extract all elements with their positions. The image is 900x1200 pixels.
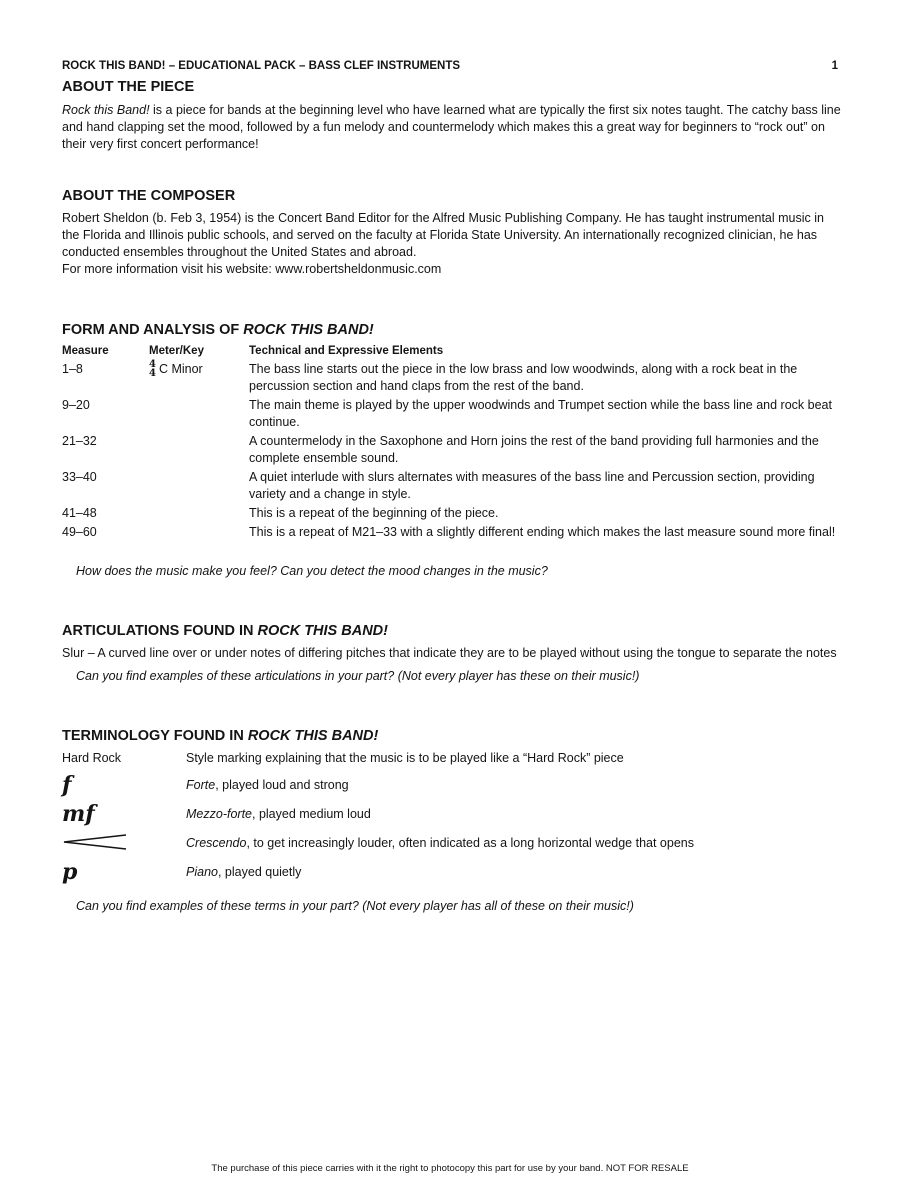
measure-cell: 41–48	[62, 506, 97, 520]
about-piece-heading: ABOUT THE PIECE	[62, 79, 195, 95]
page-number: 1	[831, 60, 838, 72]
measure-cell: 21–32	[62, 434, 97, 448]
meter-key-cell	[149, 397, 249, 431]
measure-cell: 9–20	[62, 398, 90, 412]
meter-key-cell	[149, 524, 249, 541]
elements-cell: This is a repeat of M21–33 with a slightly different ending which makes the last measure sound more final!	[249, 525, 836, 539]
piano-definition	[186, 865, 301, 879]
elements-cell: The bass line starts out the piece in the low brass and low woodwinds, along with a rock beat in the percussion section and hand claps from the rest of the band.	[249, 362, 798, 393]
measure-cell: 1–8	[62, 362, 83, 376]
slur-definition: Slur – A curved line over or under notes of differing pitches that indicate they are to be played without using the tongue to separate the notes	[62, 646, 837, 660]
terminology-question: Can you find examples of these terms in your part? (Not every player has all of these on their music!)	[76, 899, 634, 913]
elements-cell: The main theme is played by the upper woodwinds and Trumpet section while the bass line and rock beat continue.	[249, 398, 832, 429]
document-page	[62, 60, 842, 915]
piano-symbol-cell	[62, 861, 186, 883]
table-header-row	[62, 343, 842, 360]
measure-cell: 33–40	[62, 470, 97, 484]
key-label: C Minor	[158, 362, 203, 376]
form-analysis-section	[62, 321, 842, 580]
forte-term: Forte	[186, 778, 216, 792]
term-row-forte	[62, 770, 842, 800]
elements-cell: A quiet interlude with slurs alternates with measures of the bass line and Percussion section, providing variety and a change in style.	[249, 470, 815, 501]
articulations-heading	[62, 622, 842, 640]
articulations-heading-title: ROCK THIS BAND!	[257, 623, 388, 639]
elements-cell: A countermelody in the Saxophone and Horn joins the rest of the band providing full harmonies and the complete ensemble sound.	[249, 434, 819, 465]
meter-key-cell	[149, 469, 249, 503]
crescendo-symbol-cell	[62, 833, 186, 854]
column-header-meter-key: Meter/Key	[149, 345, 204, 357]
column-header-measure: Measure	[62, 345, 109, 357]
form-analysis-table	[62, 343, 842, 541]
meter-key-cell	[149, 361, 249, 395]
crescendo-wedge-icon	[62, 833, 128, 851]
running-header	[62, 60, 842, 76]
piano-term: Piano	[186, 865, 218, 879]
terminology-section	[62, 727, 842, 915]
mezzo-forte-definition	[186, 807, 371, 821]
about-composer-section	[62, 187, 842, 278]
form-heading-title: ROCK THIS BAND!	[243, 322, 374, 338]
table-row	[62, 524, 842, 541]
time-signature	[149, 360, 156, 378]
footer-notice: The purchase of this piece carries with it the right to photocopy this part for use by your band. NOT FOR RESALE	[211, 1163, 689, 1174]
table-row	[62, 469, 842, 503]
time-signature-bottom: 4	[149, 368, 156, 379]
term-row-crescendo	[62, 828, 842, 858]
form-analysis-heading	[62, 321, 842, 339]
forte-text: , played loud and strong	[215, 778, 349, 792]
term-row-piano	[62, 858, 842, 886]
forte-symbol-cell	[62, 774, 186, 796]
about-piece-section	[62, 78, 842, 153]
mezzo-forte-term: Mezzo-forte	[186, 807, 252, 821]
mezzo-forte-text: , played medium loud	[252, 807, 371, 821]
terminology-heading	[62, 727, 842, 745]
term-hard-rock-definition: Style marking explaining that the music is to be played like a “Hard Rock” piece	[186, 751, 624, 765]
elements-cell: This is a repeat of the beginning of the piece.	[249, 506, 499, 520]
term-hard-rock: Hard Rock	[62, 751, 122, 765]
piano-dynamic-icon: p	[62, 859, 78, 885]
terminology-heading-title: ROCK THIS BAND!	[247, 728, 379, 744]
piece-title-italic: Rock this Band!	[62, 103, 150, 117]
composer-website-line: For more information visit his website: www.robertsheldonmusic.com	[62, 262, 442, 276]
form-heading-prefix: FORM AND ANALYSIS OF	[62, 322, 244, 338]
form-question: How does the music make you feel? Can you detect the mood changes in the music?	[76, 564, 548, 578]
meter-key-cell	[149, 505, 249, 522]
column-header-elements: Technical and Expressive Elements	[249, 345, 444, 357]
articulations-question: Can you find examples of these articulations in your part? (Not every player has these on their music!)	[76, 669, 640, 683]
crescendo-definition	[186, 836, 694, 850]
terminology-heading-prefix: TERMINOLOGY FOUND IN	[62, 728, 248, 744]
about-composer-text: Robert Sheldon (b. Feb 3, 1954) is the Concert Band Editor for the Alfred Music Publishing Company. He has taught instrumental music in the Florida and Illinois public schools, and served on the faculty at Florida State University. An internationally recognized clinician, he has conducted ensembles throughout the United States and abroad.	[62, 211, 824, 259]
time-signature-top: 4	[149, 359, 156, 370]
articulations-heading-prefix: ARTICULATIONS FOUND IN	[62, 623, 258, 639]
about-composer-heading: ABOUT THE COMPOSER	[62, 188, 236, 204]
forte-dynamic-icon: f	[62, 772, 72, 798]
meter-key-cell	[149, 433, 249, 467]
piano-text: , played quietly	[217, 865, 302, 879]
mezzo-forte-symbol-cell	[62, 803, 186, 825]
table-row	[62, 361, 842, 395]
about-piece-body: is a piece for bands at the beginning level who have learned what are typically the first six notes taught. The catchy bass line and hand clapping set the mood, followed by a fun melody and countermelody which makes this a great way for beginners to “rock out” on their very first concert performance!	[62, 103, 841, 151]
table-row	[62, 433, 842, 467]
running-title: ROCK THIS BAND! – EDUCATIONAL PACK – BASS CLEF INSTRUMENTS	[62, 60, 461, 72]
forte-definition	[186, 778, 349, 792]
about-piece-text	[62, 102, 842, 153]
crescendo-text: , to get increasingly louder, often indicated as a long horizontal wedge that opens	[246, 836, 694, 850]
table-row	[62, 505, 842, 522]
table-row	[62, 397, 842, 431]
articulations-section	[62, 622, 842, 685]
crescendo-term: Crescendo	[186, 836, 247, 850]
term-row-mezzo-forte	[62, 800, 842, 828]
measure-cell: 49–60	[62, 525, 97, 539]
mezzo-forte-dynamic-icon: mf	[62, 801, 95, 827]
term-row-hard-rock	[62, 746, 842, 770]
